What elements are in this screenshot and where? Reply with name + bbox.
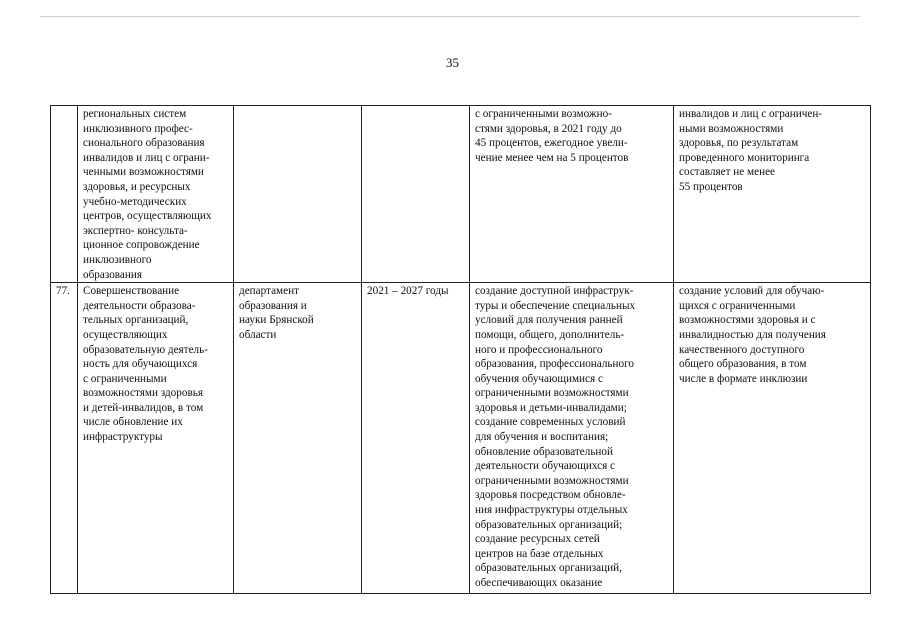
table-row [51,106,871,283]
cell-executor [234,106,362,283]
cell-executor: департамент образования и науки Брянской области [234,283,362,594]
cell-indicator: создание условий для обучаю- щихся с ограниченными возможностями здоровья и с инвалидностью для получения качественного доступного общего образования, в том числе в формате инклюзии [674,283,871,594]
cell-measure-name: Совершенствование деятельности образова- тельных организаций, осуществляющих образовательную деятель- ность для обучающихся с ограниченными возможностями здоровья и детей-инвалидов, в том числе обновление их инфраструктуры [78,283,234,594]
cell-period [362,106,470,283]
measures-table [50,105,871,594]
cell-period: 2021 – 2027 годы [362,283,470,594]
cell-number [51,106,78,283]
scan-artifact-line [40,16,860,17]
page-number: 35 [446,55,459,70]
cell-expected-result: создание доступной инфраструк- туры и обеспечение специальных условий для получения ранней помощи, общего, дополнитель- ного и профессионального образования, профессионального обучения обучающимися с ограниченными возможностями здоровья и детьми-инвалидами; создание современных условий для обучения и воспитания; обновление образовательной деятельности обучающихся с ограниченными возможностями здоровья посредством обновле- ния инфраструктуры отдельных образовательных организаций; создание ресурсных сетей центров на базе отдельных образовательных организаций, обеспечивающих оказание [470,283,674,594]
cell-expected-result: с ограниченными возможно- стями здоровья, в 2021 году до 45 процентов, ежегодное увели- чение менее чем на 5 процентов [470,106,674,283]
cell-indicator: инвалидов и лиц с ограничен- ными возможностями здоровья, по результатам проведенного мониторинга составляет не менее 55 процентов [674,106,871,283]
table-row [51,283,871,594]
cell-number: 77. [51,283,78,594]
cell-measure-name: региональных систем инклюзивного профес- сионального образования инвалидов и лиц с ограни- ченными возможностями здоровья, и ресурсных учебно-методических центров, осуществляющих экспертно- консульта- ционное сопровождение инклюзивного образования [78,106,234,283]
